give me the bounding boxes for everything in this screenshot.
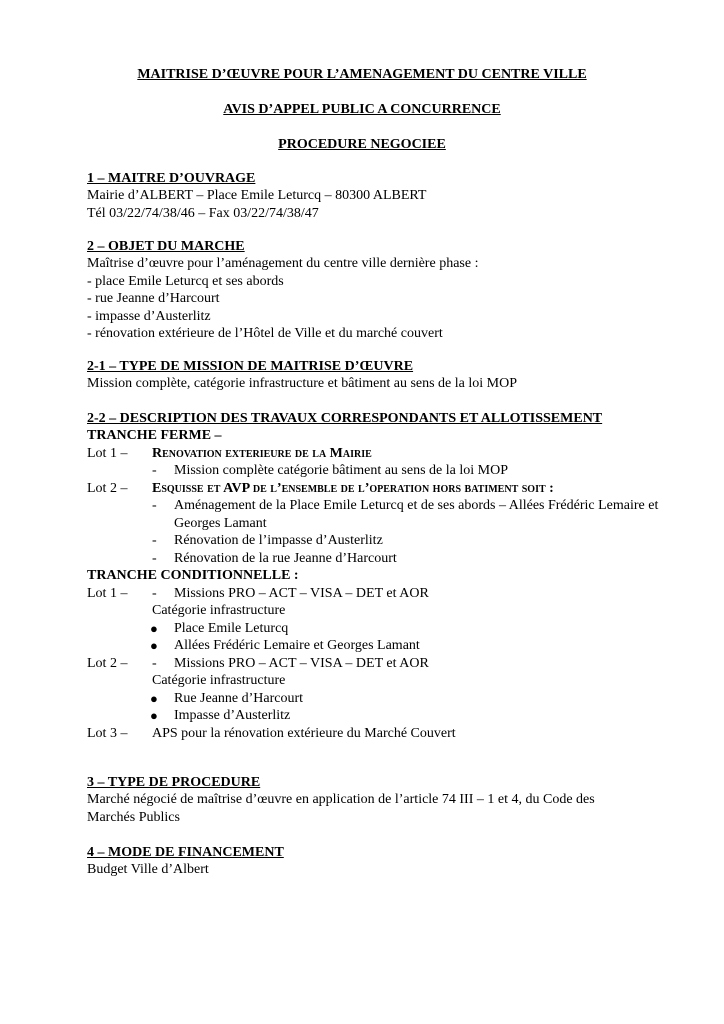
category-row xyxy=(87,602,687,620)
dash-marker: - xyxy=(152,533,157,549)
bullet-item xyxy=(87,637,687,655)
list-item-text: Rénovation de l’impasse d’Austerlitz xyxy=(174,533,383,549)
bullet-marker: ● xyxy=(150,620,158,636)
lot-title: Esquisse et AVP de l’ensemble de l’operation hors batiment soit : xyxy=(152,480,554,496)
list-item-text: Rénovation de la rue Jeanne d’Harcourt xyxy=(174,550,397,566)
tf-lot1-row xyxy=(87,445,687,463)
list-item xyxy=(87,550,687,568)
section-maitre-ouvrage xyxy=(87,170,687,222)
section-heading: 2 – OBJET DU MARCHE xyxy=(87,239,245,254)
list-item xyxy=(87,532,687,550)
objet-line: - rénovation extérieure de l’Hôtel de Ville et du marché couvert xyxy=(87,326,443,342)
tranche-ferme-heading: TRANCHE FERME – xyxy=(87,428,222,444)
dash-marker: - xyxy=(152,655,157,671)
dash-marker: - xyxy=(152,585,157,601)
tc-lot3-row xyxy=(87,725,687,743)
mission-text: Missions PRO – ACT – VISA – DET et AOR xyxy=(174,585,429,601)
bullet-marker: ● xyxy=(150,638,158,654)
lot-label: Lot 3 – xyxy=(87,725,128,741)
section-heading: 4 – MODE DE FINANCEMENT xyxy=(87,845,284,860)
bullet-text: Impasse d’Austerlitz xyxy=(174,708,291,724)
section-type-procedure xyxy=(87,774,647,826)
list-item-text: Mission complète catégorie bâtiment au sens de la loi MOP xyxy=(174,463,508,479)
category-row xyxy=(87,672,687,690)
tc-lot2-row xyxy=(87,655,687,673)
tc-lot1-row xyxy=(87,585,687,603)
financement-line: Budget Ville d’Albert xyxy=(87,862,209,878)
dash-marker: - xyxy=(152,463,157,479)
bullet-marker: ● xyxy=(150,690,158,706)
lot-label: Lot 1 – xyxy=(87,445,128,461)
section-type-mission xyxy=(87,358,687,393)
section-heading: 2-2 – DESCRIPTION DES TRAVAUX CORRESPONDANTS ET ALLOTISSEMENT xyxy=(87,411,603,426)
list-item-text: Aménagement de la Place Emile Leturcq et de ses abords – Allées Frédéric Lemaire et Georges Lamant xyxy=(174,498,659,531)
dash-marker: - xyxy=(152,550,157,566)
lot-title: Renovation exterieure de la Mairie xyxy=(152,445,372,461)
tranche-conditionnelle-heading: TRANCHE CONDITIONNELLE : xyxy=(87,568,299,584)
bullet-marker: ● xyxy=(150,708,158,724)
objet-line: - place Emile Leturcq et ses abords xyxy=(87,273,284,289)
lot-text: APS pour la rénovation extérieure du Marché Couvert xyxy=(152,725,456,741)
section-heading: 1 – MAITRE D’OUVRAGE xyxy=(87,171,256,186)
bullet-item xyxy=(87,690,687,708)
objet-line: - rue Jeanne d’Harcourt xyxy=(87,291,220,307)
section-objet-marche xyxy=(87,238,687,342)
bullet-text: Place Emile Leturcq xyxy=(174,620,289,636)
address-line: Mairie d’ALBERT – Place Emile Leturcq – 80300 ALBERT xyxy=(87,188,427,204)
section-mode-financement xyxy=(87,844,687,879)
phone-line: Tél 03/22/74/38/46 – Fax 03/22/74/38/47 xyxy=(87,205,319,221)
notice-title: AVIS D’APPEL PUBLIC A CONCURRENCE xyxy=(223,102,501,117)
dash-marker: - xyxy=(152,498,157,514)
tf-lot2-row xyxy=(87,480,687,498)
section-heading: 2-1 – TYPE DE MISSION DE MAITRISE D’ŒUVRE xyxy=(87,359,414,374)
objet-line: - impasse d’Austerlitz xyxy=(87,308,211,324)
bullet-text: Rue Jeanne d’Harcourt xyxy=(174,690,304,706)
section-description-travaux xyxy=(87,410,687,742)
lot-label: Lot 2 – xyxy=(87,480,128,496)
document-title: MAITRISE D’ŒUVRE POUR L’AMENAGEMENT DU CENTRE VILLE xyxy=(137,67,587,82)
lot-label: Lot 2 – xyxy=(87,655,128,671)
mission-line: Mission complète, catégorie infrastructure et bâtiment au sens de la loi MOP xyxy=(87,376,517,392)
bullet-text: Allées Frédéric Lemaire et Georges Lamant xyxy=(174,638,420,654)
section-heading: 3 – TYPE DE PROCEDURE xyxy=(87,775,261,790)
mission-text: Missions PRO – ACT – VISA – DET et AOR xyxy=(174,655,429,671)
list-item xyxy=(87,462,687,480)
procedure-title: PROCEDURE NEGOCIEE xyxy=(278,137,446,152)
objet-line: Maîtrise d’œuvre pour l’aménagement du centre ville dernière phase : xyxy=(87,256,479,272)
category-text: Catégorie infrastructure xyxy=(152,673,286,689)
procedure-line: Marchés Publics xyxy=(87,809,180,825)
bullet-item xyxy=(87,620,687,638)
procedure-line: Marché négocié de maîtrise d’œuvre en application de l’article 74 III – 1 et 4, du Code des xyxy=(87,792,595,808)
lot-label: Lot 1 – xyxy=(87,585,128,601)
bullet-item xyxy=(87,707,687,725)
category-text: Catégorie infrastructure xyxy=(152,603,286,619)
list-item xyxy=(87,497,687,532)
